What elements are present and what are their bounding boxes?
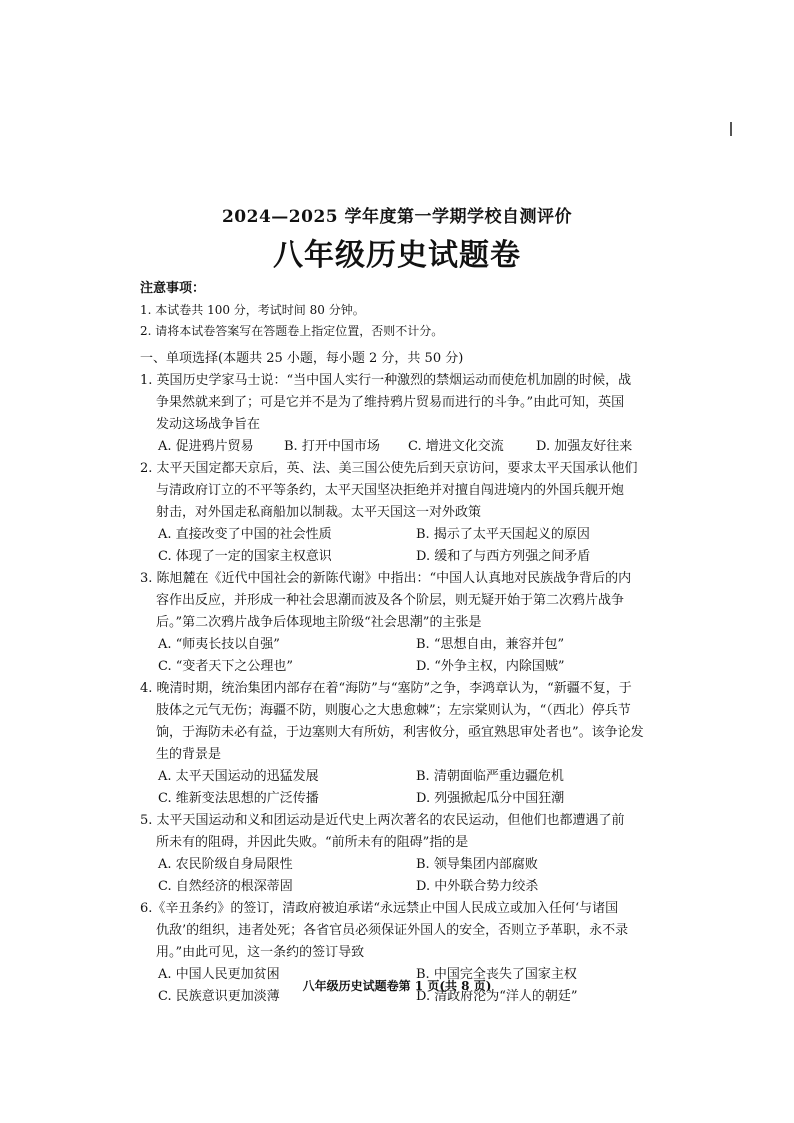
question-2 bbox=[140, 458, 670, 568]
question-text-line: 肢体之元气无伤；海疆不防，则腹心之大患愈棘”；左宗棠则认为，“（西北）停兵节 bbox=[156, 703, 631, 718]
option-d: D. 列强掀起瓜分中国狂潮 bbox=[416, 791, 565, 806]
section-heading: 一、单项选择(本题共 25 小题，每小题 2 分，共 50 分) bbox=[140, 351, 464, 366]
option-b: B. “思想自由，兼容并包” bbox=[416, 637, 565, 652]
option-b: B. 揭示了太平天国起义的原因 bbox=[416, 527, 590, 542]
question-text-line: 生的背景是 bbox=[156, 747, 222, 762]
answer-options bbox=[140, 436, 670, 458]
option-c: C. 增进文化交流 bbox=[408, 439, 504, 454]
question-5 bbox=[140, 810, 670, 898]
question-4 bbox=[140, 678, 670, 810]
exam-subtitle: 2024—2025 学年度第一学期学校自测评价 bbox=[221, 207, 573, 227]
option-c: C. 民族意识更加淡薄 bbox=[158, 989, 280, 1004]
option-b: B. 中国完全丧失了国家主权 bbox=[416, 967, 577, 982]
option-b: B. 打开中国市场 bbox=[284, 439, 380, 454]
note-item: 2. 请将本试卷答案写在答题卷上指定位置，否则不计分。 bbox=[140, 324, 444, 338]
option-a: A. 直接改变了中国的社会性质 bbox=[158, 527, 332, 542]
question-text-line: 2. 太平天国定都天京后，英、法、美三国公使先后到天京访问，要求太平天国承认他们 bbox=[140, 461, 638, 476]
option-d: D. 加强友好往来 bbox=[536, 439, 633, 454]
scan-mark bbox=[730, 122, 732, 136]
question-text-line: 用。”由此可见，这一条约的签订导致 bbox=[156, 945, 365, 960]
option-c: C. “变者天下之公理也” bbox=[158, 659, 294, 674]
note-item: 1. 本试卷共 100 分，考试时间 80 分钟。 bbox=[140, 303, 365, 317]
option-c: C. 体现了一定的国家主权意识 bbox=[158, 549, 332, 564]
question-1 bbox=[140, 370, 670, 458]
notes-heading: 注意事项： bbox=[140, 281, 206, 296]
question-text-line: 射击，对外国走私商船加以制裁。太平天国这一对外政策 bbox=[156, 505, 482, 520]
answer-options bbox=[140, 634, 670, 678]
question-text-line: 1. 英国历史学家马士说：“当中国人实行一种激烈的禁烟运动而使危机加剧的时候，战 bbox=[140, 373, 632, 388]
question-text-line: 争果然就来到了；可是它并不是为了维持鸦片贸易而进行的斗争。”由此可知，英国 bbox=[156, 395, 625, 410]
answer-options bbox=[140, 524, 670, 568]
exam-content bbox=[140, 276, 670, 1008]
option-d: D. 中外联合势力绞杀 bbox=[416, 879, 539, 894]
option-a: A. 中国人民更加贫困 bbox=[158, 967, 280, 982]
question-3 bbox=[140, 568, 670, 678]
option-b: B. 清朝面临严重边疆危机 bbox=[416, 769, 564, 784]
page-footer: 八年级历史试题卷第 1 页(共 8 页) bbox=[302, 979, 492, 993]
option-a: A. 太平天国运动的迅猛发展 bbox=[158, 769, 319, 784]
question-text-line: 后。”第二次鸦片战争后体现地主阶级“社会思潮”的主张是 bbox=[156, 615, 482, 630]
option-d: D. 缓和了与西方列强之间矛盾 bbox=[416, 549, 591, 564]
question-text-line: 4. 晚清时期，统治集团内部存在着“海防”与“塞防”之争，李鸿章认为，“新疆不复，于 bbox=[140, 681, 632, 696]
option-c: C. 自然经济的根深蒂固 bbox=[158, 879, 293, 894]
option-c: C. 维新变法思想的广泛传播 bbox=[158, 791, 319, 806]
option-a: A. 促进鸦片贸易 bbox=[158, 439, 254, 454]
question-text-line: 仇敌’的组织，违者处死；各省官员必须保证外国人的安全，否则立予革职，永不录 bbox=[156, 923, 629, 938]
question-text-line: 3. 陈旭麓在《近代中国社会的新陈代谢》中指出：“中国人认真地对民族战争背后的内 bbox=[140, 571, 632, 586]
question-text-line: 与清政府订立的不平等条约，太平天国坚决拒绝并对擅自闯进境内的外国兵舰开炮 bbox=[156, 483, 625, 498]
question-text-line: 容作出反应，并形成一种社会思潮而波及各个阶层，则无疑开始于第二次鸦片战争 bbox=[156, 593, 625, 608]
option-d: D. 清政府沦为“洋人的朝廷” bbox=[416, 989, 578, 1004]
option-a: A. “师夷长技以自强” bbox=[158, 637, 280, 652]
option-d: D. “外争主权，内除国贼” bbox=[416, 659, 565, 674]
option-a: A. 农民阶级自身局限性 bbox=[158, 857, 293, 872]
exam-title: 八年级历史试题卷 bbox=[273, 238, 521, 273]
option-b: B. 领导集团内部腐败 bbox=[416, 857, 538, 872]
answer-options bbox=[140, 766, 670, 810]
question-text-line: 所未有的阻碍，并因此失败。“前所未有的阻碍”指的是 bbox=[156, 835, 469, 850]
question-text-line: 发动这场战争旨在 bbox=[156, 417, 261, 432]
question-text-line: 6.《辛丑条约》的签订，清政府被迫承诺“永远禁止中国人民成立或加入任何‘与诸国 bbox=[140, 901, 619, 916]
question-text-line: 5. 太平天国运动和义和团运动是近代史上两次著名的农民运动，但他们也都遭遇了前 bbox=[140, 813, 625, 828]
question-text-line: 饷，于海防未必有益，于边塞则大有所妨，利害攸分，亟宜熟思审处者也”。该争论发 bbox=[156, 725, 644, 740]
answer-options bbox=[140, 854, 670, 898]
